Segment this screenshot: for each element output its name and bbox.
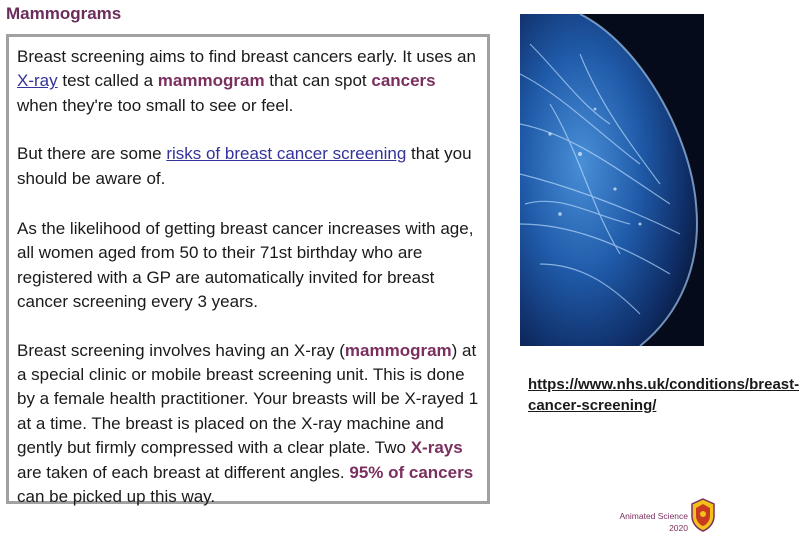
risks-link[interactable]: risks of breast cancer screening <box>166 144 407 164</box>
cancers-term: cancers <box>371 71 436 91</box>
eligibility-paragraph: As the likelihood of getting breast cancer increases with age, all women aged from 50 to their 71st birthday who are registered with a GP are automatically invited for breast cancer screening every 3 years. <box>17 219 474 312</box>
content-text-box <box>6 34 490 507</box>
page-title: Mammograms <box>6 4 122 23</box>
animated-science-logo-icon <box>690 498 716 537</box>
xray-link[interactable]: X-ray <box>17 71 58 91</box>
intro-paragraph: Breast screening aims to find breast cancers early. It uses an X-ray test called a mammogram that can spot cancers when they're too small to see or feel. <box>17 47 476 115</box>
xrays-term: X-rays <box>410 438 463 458</box>
brand-text: Animated Science 2020 <box>619 511 688 533</box>
procedure-paragraph: Breast screening involves having an X-ray (mammogram) at a special clinic or mobile breast screening unit. This is done by a female health practitioner. Your breasts will be X-rayed 1 at a time. The breast is placed on the X-ray machine and gently but firmly compressed with a clear plate. Two X-rays are taken of each breast at different angles. 95% of cancers can be picked up this way. <box>17 340 479 507</box>
mammogram-xray-image <box>520 14 704 346</box>
mammogram-term-2: mammogram <box>344 340 452 360</box>
nhs-source-link[interactable]: https://www.nhs.uk/conditions/breast-cancer-screening/ <box>528 376 799 414</box>
risks-paragraph: But there are some risks of breast cancer screening that you should be aware of. <box>17 144 472 188</box>
cancer-rate-term: 95% of cancers <box>349 462 474 482</box>
mammogram-term: mammogram <box>157 71 265 91</box>
